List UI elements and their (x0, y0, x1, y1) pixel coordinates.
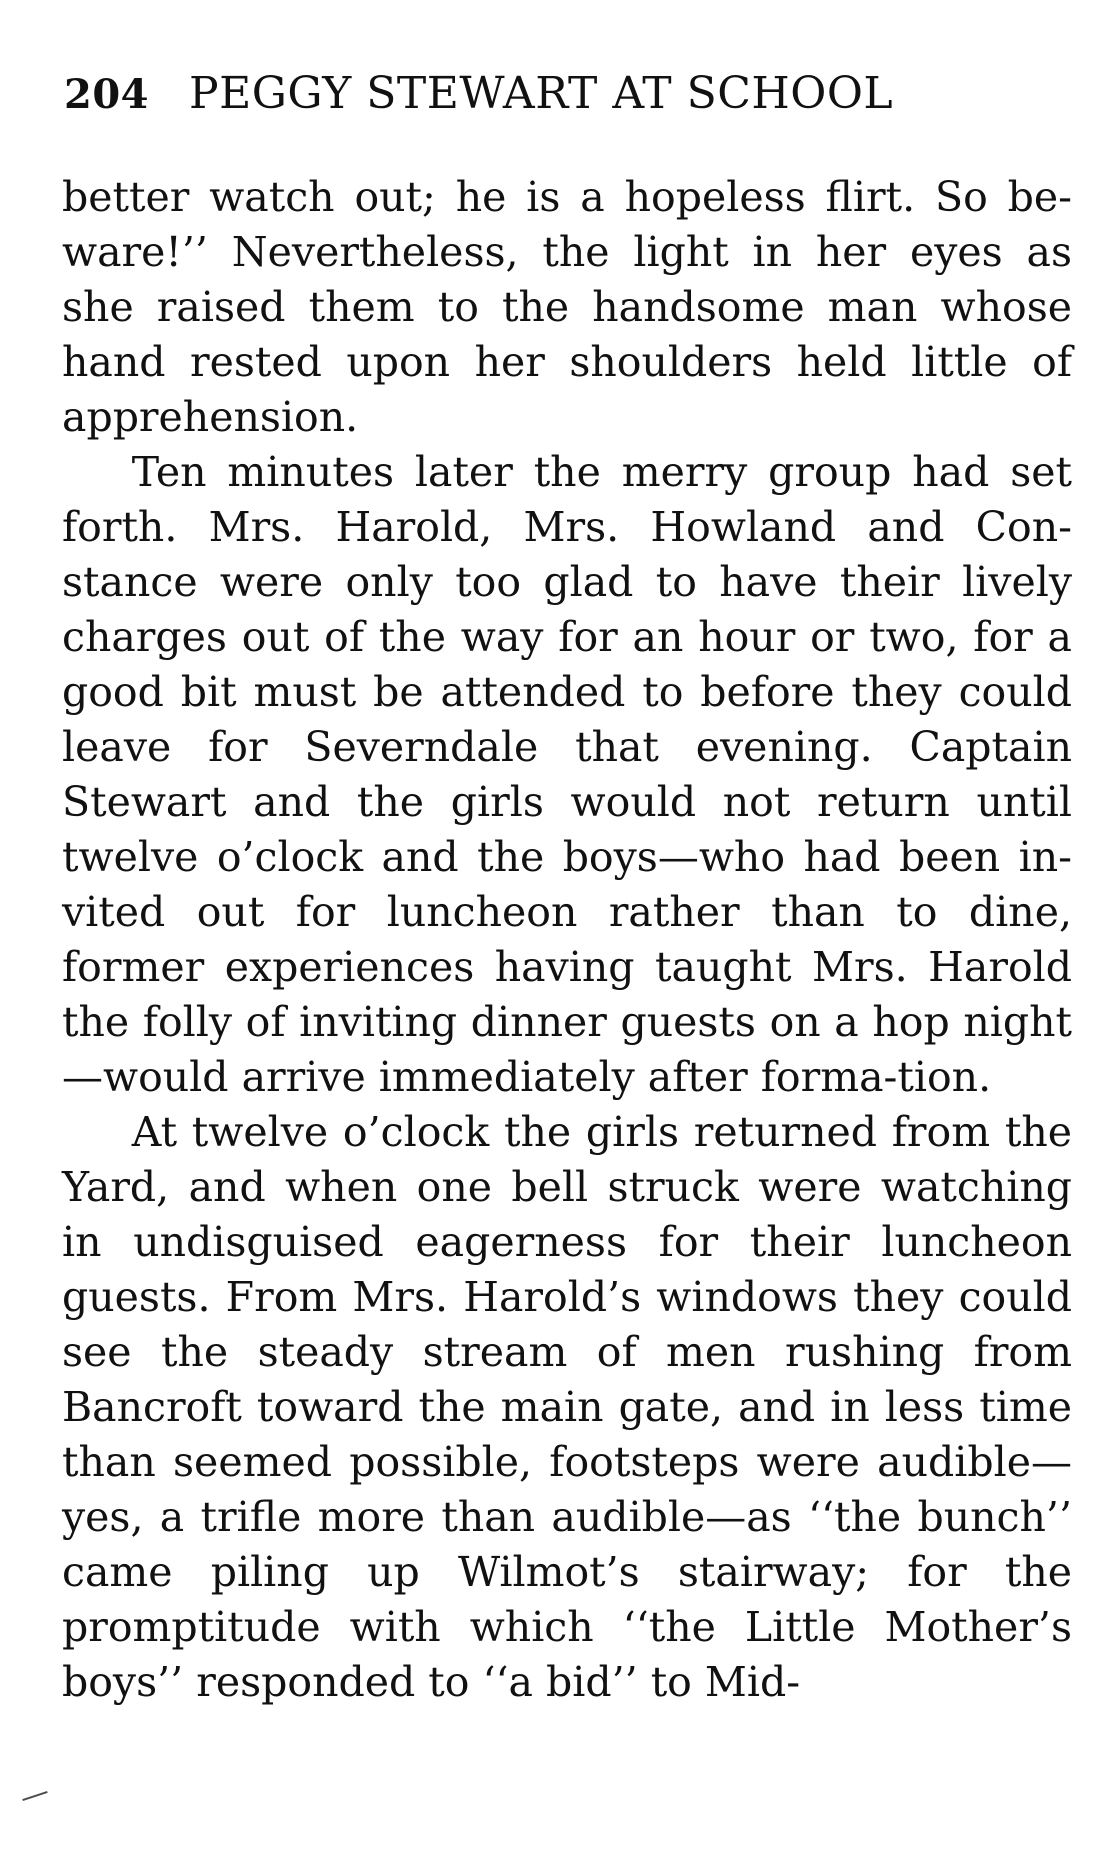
page-body (62, 170, 1072, 1710)
margin-mark (22, 1791, 47, 1801)
page-header (64, 68, 1044, 128)
running-title: PEGGY STEWART AT SCHOOL (189, 68, 894, 119)
page-number: 204 (64, 71, 149, 118)
paragraph-2: Ten minutes later the merry group had set forth. Mrs. Harold, Mrs. Howland and Con-stance were only too glad to have their lively charges out of the way for an hour or two, for a good bit must be attended to before they could leave for Severndale that evening. Captain Stewart and the girls would not return until twelve o’clock and the boys—who had been in-vited out for luncheon rather than to dine, former experiences having taught Mrs. Harold the folly of inviting dinner guests on a hop night—would arrive immediately after forma-tion. (62, 448, 1072, 1101)
paragraph-3: At twelve o’clock the girls returned from the Yard, and when one bell struck were watching in undisguised eagerness for their luncheon guests. From Mrs. Harold’s windows they could see the steady stream of men rushing from Bancroft toward the main gate, and in less time than seemed possible, footsteps were audible—yes, a trifle more than audible—as ‘‘the bunch’’ came piling up Wilmot’s stairway; for the promptitude with which ‘‘the Little Mother’s boys’’ responded to ‘‘a bid’’ to Mid- (62, 1108, 1072, 1706)
paragraph-1: better watch out; he is a hopeless flirt. So be-ware!’’ Nevertheless, the light in her eyes as she raised them to the handsome man whose hand rested upon her shoulders held little of apprehension. (62, 173, 1072, 441)
